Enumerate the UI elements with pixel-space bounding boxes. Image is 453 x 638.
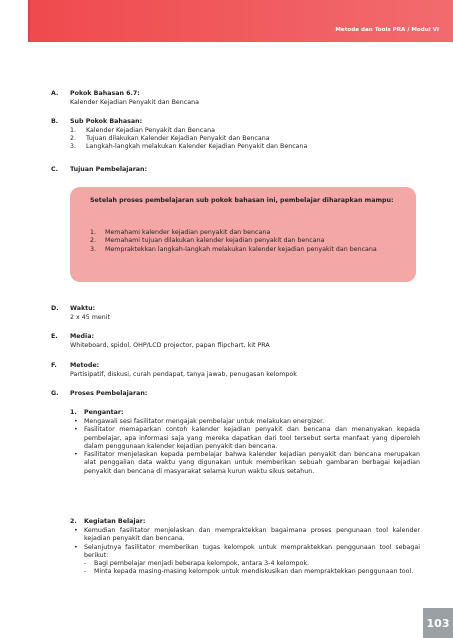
- list-item: [90, 237, 396, 245]
- item-text: Mengawali sesi fasilitator mengajak pembelajar untuk melakukan energizer.: [84, 418, 325, 425]
- section-title: Tujuan Pembelajaran:: [70, 166, 148, 173]
- section-text: 2 x 45 menit: [70, 314, 110, 321]
- item-text: Kalender Kejadian Penyakit dan Bencana: [86, 127, 215, 134]
- section-letter: G.: [51, 390, 59, 397]
- item-text: Mempraktekkan langkah-langkah melakukan kalender kejadian penyakit dan bencana: [105, 245, 377, 253]
- section-title: Waktu:: [70, 305, 96, 312]
- section-title: Pokok Bahasan 6.7:: [70, 90, 140, 97]
- box-intro: Setelah proses pembelajaran sub pokok bahasan ini, pembelajar diharapkan mampu:: [90, 197, 394, 204]
- header-title: Metode dan Tools PRA / Modul VI: [335, 27, 439, 33]
- item-text: Memahami kalender kejadian penyakit dan bencana: [105, 229, 271, 236]
- learning-objectives-box: [70, 187, 416, 282]
- list-item: [70, 544, 420, 561]
- item-text: Kemudian fasilitator menjelaskan dan mempraktekkan bagaimana proses pengunaan tool kalender kejadian penyakit dan bencana.: [84, 527, 420, 543]
- item-number: 2.: [70, 135, 77, 143]
- section-title: Sub Pokok Bahasan:: [70, 118, 143, 125]
- section-title: Proses Pembelajaran:: [70, 390, 148, 397]
- dash-icon: -: [84, 568, 87, 576]
- item-text: Tujuan dilakukan Kalender Kejadian Penyakit dan Bencana: [86, 135, 270, 143]
- item-number: 3.: [90, 245, 97, 253]
- item-text: Minta kepada masing-masing kelompok untuk mendiskusikan dan mempraktekkan penggunaan tool.: [94, 568, 414, 576]
- bullet-icon: •: [74, 527, 78, 534]
- item-text: Bagi pembelajar menjadi beberapa kelompok, antara 3-4 kelompok.: [94, 560, 309, 568]
- list-item: [70, 451, 420, 476]
- item-number: 3.: [70, 143, 77, 151]
- subsection-pengantar: [70, 409, 420, 476]
- subsection-title: 2. Kegiatan Belajar:: [70, 518, 146, 525]
- section-text: Partisipatif, diskusi, curah pendapat, tanya jawab, penugasan kelompok: [70, 371, 297, 378]
- item-text: Fasilitator memaparkan contoh kalender kejadian penyakit dan bencana dan menanyakan kepada pembelajar, apa informasi saja yang mereka dapatkan dari tool tersebut serta manfaat yang diperoleh dalam penggunaan kalender kejadian penyakit dan bencana.: [84, 426, 420, 450]
- bullet-icon: •: [74, 451, 78, 459]
- bullet-icon: •: [74, 418, 78, 425]
- item-number: 1.: [70, 127, 77, 134]
- section-text: Whiteboard, spidol, OHP/LCD projector, papan flipchart, kit PRA: [70, 342, 270, 349]
- section-text: Kalender Kejadian Penyakit dan Bencana: [70, 99, 199, 106]
- item-number: 1.: [90, 229, 97, 236]
- list-item: [70, 527, 420, 544]
- section-letter: D.: [51, 305, 59, 312]
- list-item: [90, 229, 396, 237]
- list-item: [90, 246, 396, 254]
- section-title: Media:: [70, 333, 94, 340]
- bullet-icon: •: [74, 426, 78, 434]
- item-text: Memahami tujuan dilakukan kalender kejadian penyakit dan bencana: [105, 237, 325, 245]
- section-letter: B.: [51, 118, 59, 125]
- list-item: [70, 143, 307, 151]
- list-item: [70, 135, 307, 143]
- list-item: [70, 560, 420, 568]
- item-text: Fasilitator menjelaskan kepada pembelajar bahwa kalender kejadian penyakit dan bencana merupakan alat penggalian data waktu yang digunakan untuk memberikan sebuah gambaran berbagai kejadian penyakit dan bencana di masyarakat selama kurun waktu sikus setahun.: [84, 451, 420, 475]
- bullet-icon: •: [74, 543, 78, 551]
- list-item: [70, 568, 420, 576]
- item-number: 2.: [90, 237, 97, 245]
- section-letter: A.: [51, 90, 59, 97]
- list-item: [70, 127, 307, 135]
- section-title: Metode:: [70, 362, 100, 369]
- item-text: Langkah-langkah melakukan Kalender Kejadian Penyakit dan Bencana: [86, 143, 308, 151]
- list-item: [70, 418, 420, 426]
- dash-icon: -: [84, 560, 87, 568]
- section-letter: E.: [51, 333, 58, 340]
- subsection-kegiatan: [70, 518, 420, 577]
- item-text: Selanjutnya fasilitator memberikan tugas kelompok untuk mempraktekkan penggunaan tool sebagai berikut:: [84, 543, 420, 559]
- section-letter: F.: [51, 362, 57, 369]
- section-letter: C.: [51, 166, 59, 173]
- page-number: 103: [423, 608, 453, 638]
- list-item: [70, 426, 420, 451]
- subsection-title: 1. Pengantar:: [70, 409, 124, 416]
